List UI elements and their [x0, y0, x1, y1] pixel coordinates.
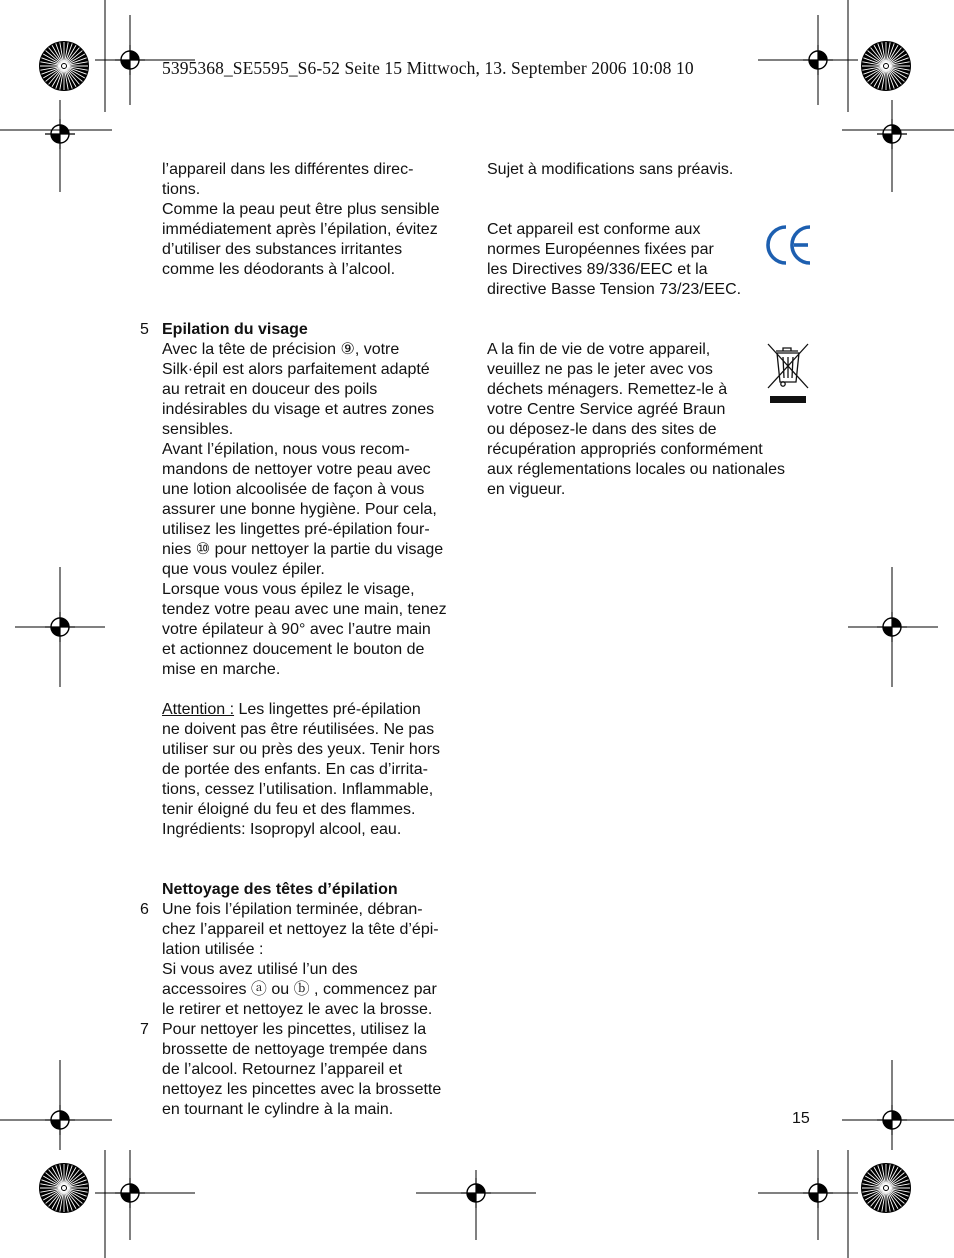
- step-7: [140, 1020, 472, 1120]
- text-line: votre Centre Service agréé Braun: [487, 401, 726, 418]
- text-line: récupération appropriés conformément: [487, 441, 763, 458]
- text-line: brossette de nettoyage trempée dans: [162, 1041, 428, 1058]
- step-6: [140, 900, 472, 1020]
- page-number: 15: [792, 1110, 810, 1127]
- text-line: assurer une bonne hygiène. Pour cela,: [162, 501, 437, 518]
- text-line: de portée des enfants. En cas d’irrita-: [162, 761, 428, 778]
- registration-mark-left-lower: [45, 1105, 75, 1135]
- text-line: Ingrédients: Isopropyl alcool, eau.: [162, 821, 402, 838]
- text-line: votre épilateur à 90° avec l’autre main: [162, 621, 431, 638]
- text-line: Silk·épil est alors parfaitement adapté: [162, 361, 430, 378]
- text-line: Avant l’épilation, nous vous recom-: [162, 441, 410, 458]
- change-notice: Sujet à modifications sans préavis.: [487, 161, 734, 178]
- crossed-out-bin-icon: [766, 342, 812, 406]
- intro-paragraph: [162, 160, 472, 280]
- registration-mark-right-lower: [877, 1105, 907, 1135]
- text-line: comme les déodorants à l’alcool.: [162, 261, 396, 278]
- text-line: tions, cessez l’utilisation. Inflammable,: [162, 781, 434, 798]
- text-line: immédiatement après l’épilation, évitez: [162, 221, 438, 238]
- text-line: utilisez les lingettes pré-épilation four-: [162, 521, 430, 538]
- text-line: indésirables du visage et autres zones: [162, 401, 435, 418]
- step-number: 7: [140, 1021, 149, 1038]
- registration-mark-left-upper: [45, 119, 75, 149]
- step-number: 5: [140, 321, 149, 338]
- text-line: tendez votre peau avec une main, tenez: [162, 601, 447, 618]
- attention-label: Attention :: [162, 701, 235, 718]
- text-line: directive Basse Tension 73/23/EEC.: [487, 281, 742, 298]
- text-line: en tournant le cylindre à la main.: [162, 1101, 394, 1118]
- text-line: en vigueur.: [487, 481, 566, 498]
- text-line: accessoires ⓐ ou ⓑ , commencez par: [162, 981, 437, 998]
- text-line: mise en marche.: [162, 661, 281, 678]
- text-line: normes Européennes fixées par: [487, 241, 714, 258]
- text-line: ou déposez-le dans des sites de: [487, 421, 717, 438]
- text-line: Pour nettoyer les pincettes, utilisez la: [162, 1021, 427, 1038]
- text-line: Cet appareil est conforme aux: [487, 221, 701, 238]
- text-line: tenir éloigné du feu et des flammes.: [162, 801, 416, 818]
- text-line: nettoyez les pincettes avec la brossette: [162, 1081, 442, 1098]
- registration-mark-right-middle: [877, 612, 907, 642]
- text-line: ne doivent pas être réutilisées. Ne pas: [162, 721, 435, 738]
- text-line: A la fin de vie de votre appareil,: [487, 341, 711, 358]
- text-line: sensibles.: [162, 421, 234, 438]
- sunburst-mark-top-left: [39, 41, 89, 91]
- step-number: 6: [140, 901, 149, 918]
- section-heading: Nettoyage des têtes d’épilation: [162, 881, 398, 898]
- text-line: Si vous avez utilisé l’un des: [162, 961, 358, 978]
- text-line: veuillez ne pas le jeter avec vos: [487, 361, 713, 378]
- text-line: Les lingettes pré-épilation: [234, 701, 421, 718]
- print-header: 5395368_SE5595_S6-52 Seite 15 Mittwoch, 13. September 2006 10:08 10: [162, 58, 694, 78]
- cleaning-section: [140, 880, 472, 1120]
- text-line: tions.: [162, 181, 201, 198]
- registration-mark-right-upper: [877, 119, 907, 149]
- text-line: aux réglementations locales ou nationales: [487, 461, 785, 478]
- text-line: lation utilisée :: [162, 941, 264, 958]
- section-5-facial-epilation: [140, 320, 472, 680]
- text-line: utiliser sur ou près des yeux. Tenir hors: [162, 741, 441, 758]
- sunburst-mark-bottom-right: [861, 1163, 911, 1213]
- section-heading: Epilation du visage: [162, 321, 308, 338]
- text-line: Lorsque vous vous épilez le visage,: [162, 581, 415, 598]
- text-line: une lotion alcoolisée de façon à vous: [162, 481, 425, 498]
- text-line: Comme la peau peut être plus sensible: [162, 201, 440, 218]
- text-line: l’appareil dans les différentes direc-: [162, 161, 414, 178]
- registration-mark-bottom-right: [803, 1178, 833, 1208]
- right-column: [487, 160, 817, 500]
- left-column: [140, 160, 472, 1120]
- text-line: nies ⑩ pour nettoyer la partie du visage: [162, 541, 444, 558]
- sunburst-mark-bottom-left: [39, 1163, 89, 1213]
- text-line: Une fois l’épilation terminée, débran-: [162, 901, 423, 918]
- attention-notice: [162, 700, 472, 840]
- text-line: chez l’appareil et nettoyez la tête d’épi-: [162, 921, 439, 938]
- registration-mark-top-left: [115, 45, 145, 75]
- text-line: le retirer et nettoyez le avec la brosse.: [162, 1001, 433, 1018]
- ce-mark-icon: [764, 222, 814, 268]
- text-line: Avec la tête de précision ⑨, votre: [162, 341, 400, 358]
- registration-mark-bottom-center: [461, 1178, 491, 1208]
- text-line: que vous voulez épiler.: [162, 561, 325, 578]
- sunburst-mark-top-right: [861, 41, 911, 91]
- text-line: de l’alcool. Retournez l’appareil et: [162, 1061, 403, 1078]
- text-line: et actionnez doucement le bouton de: [162, 641, 425, 658]
- text-line: au retrait en douceur des poils: [162, 381, 378, 398]
- registration-mark-bottom-left: [115, 1178, 145, 1208]
- text-line: mandons de nettoyer votre peau avec: [162, 461, 431, 478]
- registration-mark-left-middle: [45, 612, 75, 642]
- text-line: déchets ménagers. Remettez-le à: [487, 381, 728, 398]
- text-line: les Directives 89/336/EEC et la: [487, 261, 708, 278]
- text-line: d’utiliser des substances irritantes: [162, 241, 403, 258]
- registration-mark-top-right: [803, 45, 833, 75]
